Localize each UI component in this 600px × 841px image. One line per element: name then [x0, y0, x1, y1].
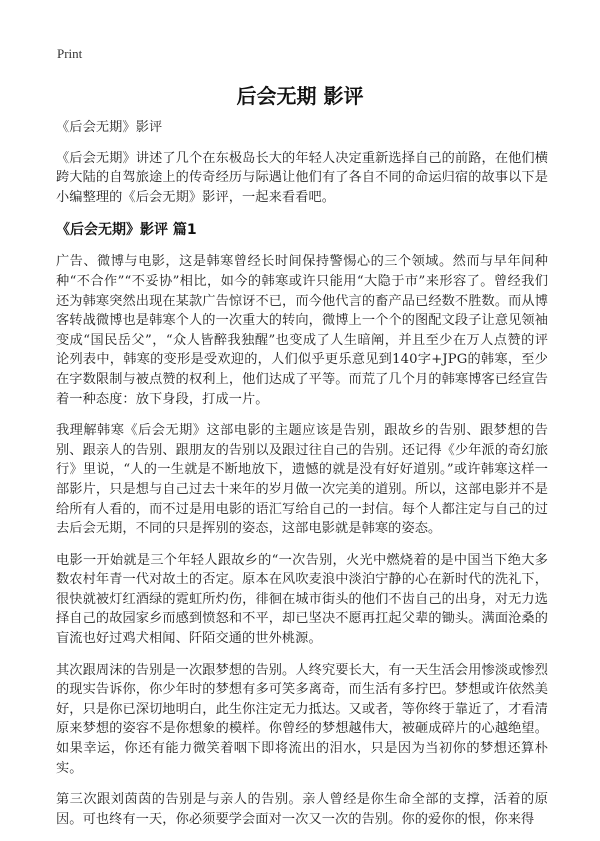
paragraph-3: 电影一开始就是三个年轻人跟故乡的“一次告别，火光中燃烧着的是中国当下绝大多数农村年青一代对故土的否定。原本在风吹麦浪中淡泊宁静的心在新时代的洗礼下，很快就被灯红酒绿的霓虹所灼伤，徘徊在城市街头的他们不齿自己的出身，对无力选择自己的故园家乡而感到愤怒和不平，却已坚决不愿再扛起父辈的锄头。满面沧桑的盲流也好过鸡犬相闻、阡陌交通的世外桃源。	[56, 552, 548, 647]
section-heading: 《后会无期》影评 篇1	[56, 222, 197, 239]
print-label[interactable]: Print	[57, 46, 83, 61]
paragraph-4: 其次跟周沫的告别是一次跟梦想的告别。人终究要长大，有一天生活会用惨淡或惨烈的现实告诉你，你少年时的梦想有多可笑多离奇，而生活有多拧巴。梦想或许依然美好，只是你已深切地明白，此生你注定无力抵达。又或者，等你终于靠近了，才看清原来梦想的姿容不是你想象的模样。你曾经的梦想越伟大，被砸成碎片的心越绝望。如果幸运，你还有能力微笑着咽下即将流出的泪水，只是因为当初你的梦想还算朴实。	[56, 662, 548, 776]
article-subtitle: 《后会无期》影评	[56, 120, 163, 135]
paragraph-2: 我理解韩寒《后会无期》这部电影的主题应该是告别，跟故乡的告别、跟梦想的告别、跟亲人的告别、跟朋友的告别以及跟过往自己的告别。还记得《少年派的奇幻旅行》里说，“人的一生就是不断地放下，遗憾的就是没有好好道别。”或许韩寒这样一部影片，只是想与自己过去十来年的岁月做一次完美的道别。所以，这部电影并不是给所有人看的，而不过是用电影的语汇写给自己的一封信。每个人都注定与自己的过去后会无期，不同的只是挥别的姿态，这部电影就是韩寒的姿态。	[56, 423, 548, 537]
page-title: 后会无期 影评	[236, 84, 364, 108]
paragraph-1: 广告、微博与电影，这是韩寒曾经长时间保持警惕心的三个领域。然而与早年间种种“不合作”“不妥协”相比，如今的韩寒或许只能用“大隐于市”来形容了。曾经我们还为韩寒突然出现在某款广告惊讶不已，而今他代言的畜产品已经数不胜数。而从博客转战微博也是韩寒个人的一次重大的转向，微博上一个个的图配文段子让意见领袖变成“国民岳父”，“众人皆醉我独醒”也变成了人生暗阐，并且至少在万人点赞的评论列表中，韩寒的变形是受欢迎的，人们似乎更乐意见到140字+JPG的韩寒，至少在字数限制与被点赞的权利上，他们达成了平等。而荒了几个月的韩寒博客已经宣告着一种态度：放下身段，打成一片。	[56, 254, 548, 407]
article-body	[56, 118, 548, 841]
paragraph-5: 第三次跟刘茵茵的告别是与亲人的告别。亲人曾经是你生命全部的支撑，活着的原因。可也终有一天，你必须要学会面对一次又一次的告别。你的爱你的恨，你来得	[56, 792, 548, 827]
article-intro: 《后会无期》讲述了几个在东极岛长大的年轻人决定重新选择自己的前路，在他们横跨大陆的自驾旅途上的传奇经历与际遇让他们有了各自不同的命运归宿的故事以下是小编整理的《后会无期》影评，一起来看看吧。	[56, 150, 548, 205]
